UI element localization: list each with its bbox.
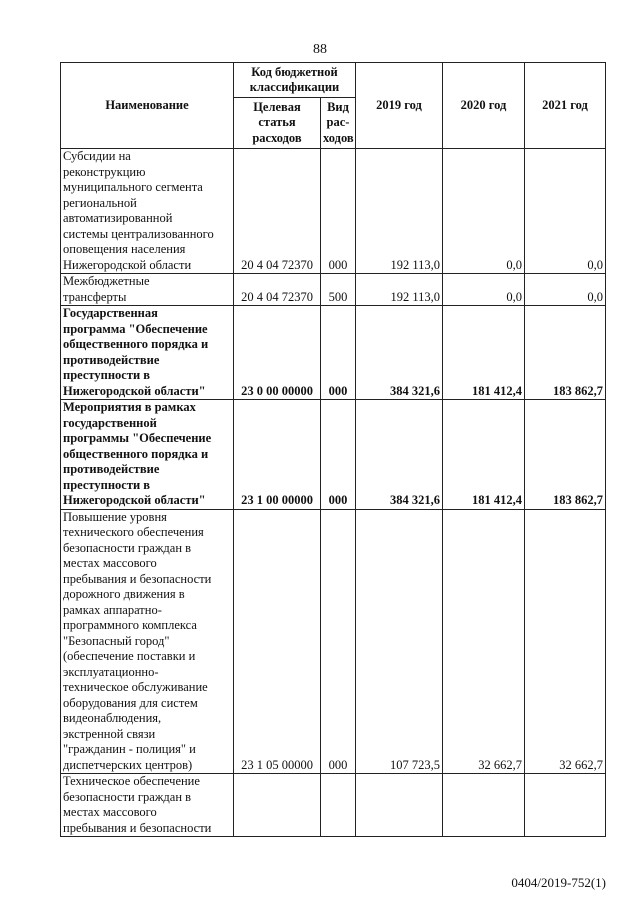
row-name-line: Нижегородской области" <box>63 493 206 507</box>
header-code-group-line: Код бюджетной <box>251 64 338 79</box>
row-name-line: общественного порядка и <box>63 337 209 351</box>
table-row <box>61 149 606 274</box>
row-name-line: Техническое обеспечение <box>63 774 200 788</box>
row-target-article: 23 1 00 00000 <box>234 400 321 510</box>
row-name <box>61 149 234 274</box>
row-name-line: Нижегородской области" <box>63 383 206 398</box>
row-name-line: "Безопасный город" <box>63 633 170 648</box>
table-row <box>61 274 606 306</box>
row-name-line: безопасности граждан в <box>63 789 192 804</box>
header-expense-type-line: Вид <box>327 99 349 114</box>
header-target-article-line: Целевая <box>253 99 301 114</box>
row-name-line: пребывания и безопасности <box>63 820 212 835</box>
row-value-2020: 181 412,4 <box>443 400 525 510</box>
row-name-line: оборудования для систем <box>63 695 198 710</box>
header-expense-type-line: рас- <box>326 115 350 130</box>
row-name-line: Межбюджетные <box>63 274 150 288</box>
row-value-2020: 181 412,4 <box>443 306 525 400</box>
row-name-line: Мероприятия в рамках <box>63 400 196 414</box>
row-name-line: противодействие <box>63 352 160 367</box>
row-name-line: программы "Обеспечение <box>63 431 212 445</box>
row-name-line: Повышение уровня <box>63 509 167 524</box>
row-name-line: трансферты <box>63 289 127 304</box>
row-value-2021: 183 862,7 <box>525 306 606 400</box>
row-value-2020: 0,0 <box>443 149 525 274</box>
row-expense-type: 000 <box>321 509 356 774</box>
row-name-line: государственной <box>63 415 157 430</box>
row-name-line: диспетчерских центров) <box>63 757 193 772</box>
row-target-article: 23 1 05 00000 <box>234 509 321 774</box>
row-name-line: общественного порядка и <box>63 446 209 461</box>
row-name <box>61 400 234 510</box>
row-name-line: (обеспечение поставки и <box>63 649 196 663</box>
row-name-line: автоматизированной <box>63 211 173 225</box>
row-value-2019: 384 321,6 <box>356 400 443 510</box>
row-name-line: технического обеспечения <box>63 525 204 539</box>
row-name-line: программного комплекса <box>63 618 197 632</box>
row-expense-type: 500 <box>321 274 356 306</box>
row-value-2020 <box>443 774 525 837</box>
row-target-article: 20 4 04 72370 <box>234 274 321 306</box>
row-name-line: Государственная <box>63 306 158 320</box>
row-name-line: дорожного движения в <box>63 587 185 601</box>
row-expense-type: 000 <box>321 149 356 274</box>
row-expense-type <box>321 774 356 837</box>
row-name-line: безопасности граждан в <box>63 540 192 555</box>
row-value-2019 <box>356 774 443 837</box>
row-name-line: пребывания и безопасности <box>63 571 212 586</box>
row-value-2019: 107 723,5 <box>356 509 443 774</box>
table-row <box>61 400 606 510</box>
row-name-line: видеонаблюдения, <box>63 711 162 725</box>
header-target-article <box>234 98 321 149</box>
header-2020: 2020 год <box>443 63 525 149</box>
header-code-group <box>234 63 356 98</box>
row-name-line: программа "Обеспечение <box>63 321 208 336</box>
row-name-line: "гражданин - полиция" и <box>63 742 196 756</box>
header-target-article-line: расходов <box>252 130 302 145</box>
row-name-line: преступности в <box>63 477 151 492</box>
header-2021: 2021 год <box>525 63 606 149</box>
row-name-line: техническое обслуживание <box>63 680 208 694</box>
row-value-2019: 192 113,0 <box>356 274 443 306</box>
row-name-line: Нижегородской области <box>63 257 192 272</box>
row-name-line: местах массового <box>63 805 157 819</box>
page-number: 88 <box>313 42 327 57</box>
table-body <box>61 149 606 837</box>
row-name-line: реконструкцию <box>63 164 146 179</box>
row-name-line: противодействие <box>63 462 160 476</box>
row-target-article: 23 0 00 00000 <box>234 306 321 400</box>
row-name-line: Субсидии на <box>63 149 131 163</box>
row-value-2020: 32 662,7 <box>443 509 525 774</box>
row-name-line: экстренной связи <box>63 726 156 741</box>
row-name-line: местах массового <box>63 556 157 570</box>
row-target-article: 20 4 04 72370 <box>234 149 321 274</box>
document-code: 0404/2019-752(1) <box>511 875 606 890</box>
table-row <box>61 509 606 774</box>
row-value-2019: 384 321,6 <box>356 306 443 400</box>
budget-table <box>60 62 606 837</box>
row-expense-type: 000 <box>321 306 356 400</box>
row-name-line: рамках аппаратно- <box>63 602 162 617</box>
row-value-2021: 32 662,7 <box>525 509 606 774</box>
row-name <box>61 509 234 774</box>
row-name-line: эксплуатационно- <box>63 664 159 679</box>
row-name-line: муниципального сегмента <box>63 180 203 194</box>
row-name <box>61 274 234 306</box>
row-value-2020: 0,0 <box>443 274 525 306</box>
row-name-line: преступности в <box>63 368 151 382</box>
row-name <box>61 306 234 400</box>
header-target-article-line: статья <box>258 115 296 130</box>
row-expense-type: 000 <box>321 400 356 510</box>
header-2019: 2019 год <box>356 63 443 149</box>
row-value-2021: 183 862,7 <box>525 400 606 510</box>
row-value-2021 <box>525 774 606 837</box>
header-name: Наименование <box>61 63 234 149</box>
row-value-2021: 0,0 <box>525 149 606 274</box>
row-name-line: региональной <box>63 195 137 210</box>
header-expense-type <box>321 98 356 149</box>
row-name-line: оповещения населения <box>63 242 186 256</box>
table-row <box>61 774 606 837</box>
table-row <box>61 306 606 400</box>
row-name <box>61 774 234 837</box>
row-target-article <box>234 774 321 837</box>
row-value-2019: 192 113,0 <box>356 149 443 274</box>
row-value-2021: 0,0 <box>525 274 606 306</box>
header-expense-type-line: ходов <box>323 130 354 145</box>
row-name-line: системы централизованного <box>63 226 214 241</box>
header-code-group-line: классификации <box>249 80 340 94</box>
